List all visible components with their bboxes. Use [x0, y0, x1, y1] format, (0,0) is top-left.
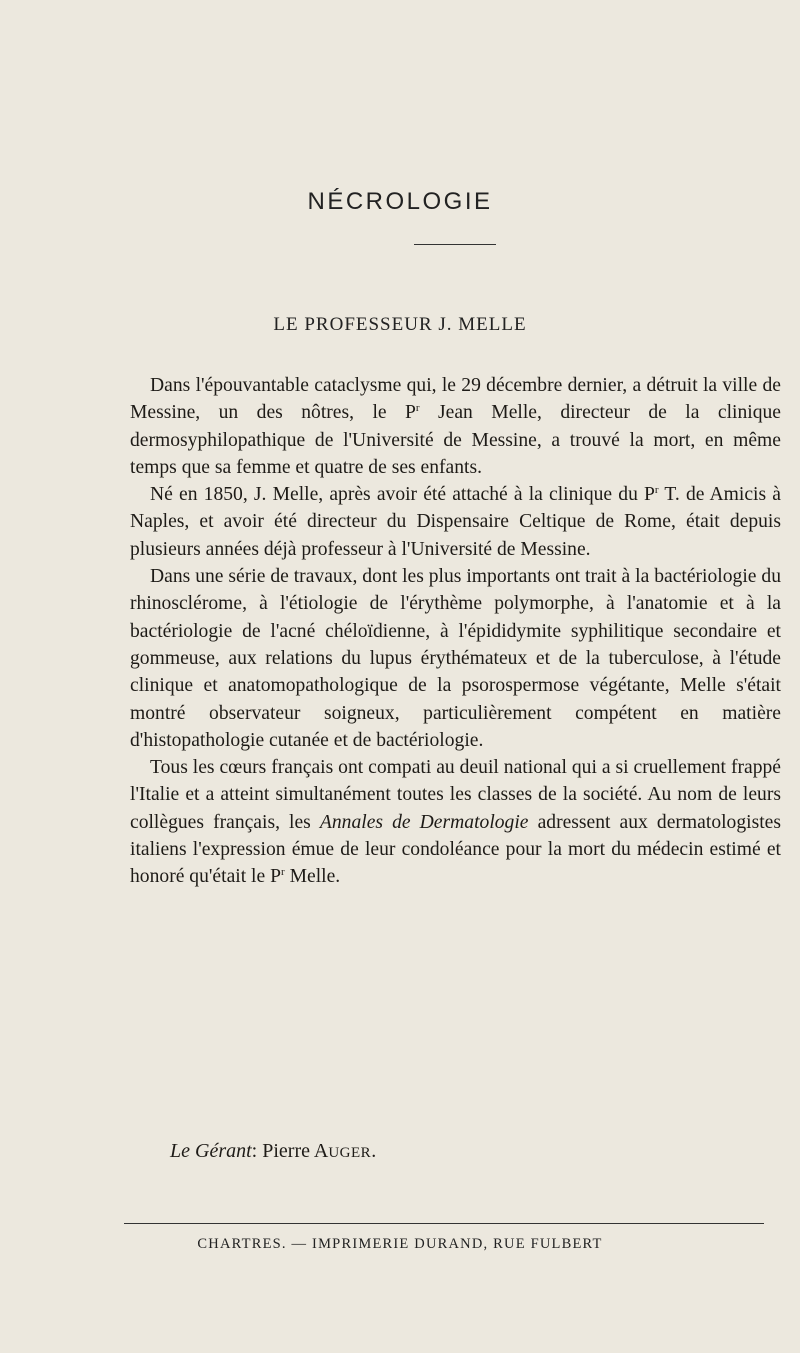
paragraph-4-text-c: Melle.	[284, 866, 341, 888]
paragraph-1-text-b: Jean Melle, directeur de la clinique dermosyphilopathique de l'Université de Messine, a trouvé la mort, en même temps que sa femme et quatre de ses enfants.	[130, 402, 781, 478]
paragraph-4	[130, 754, 781, 890]
paragraph-4-text-b: adressent aux dermatologistes italiens l'expression émue de leur condoléance pour la mort du médecin estimé et honoré qu'était le P	[130, 811, 781, 888]
paragraph-1-text-a: Dans l'épouvantable cataclysme qui, le 29 décembre dernier, a détruit la ville de Messine, un des nôtres, le P	[130, 375, 781, 424]
superscript: r	[654, 484, 659, 497]
signature-role: Le Gérant	[170, 1140, 252, 1162]
printer-imprint: CHARTRES. — IMPRIMERIE DURAND, RUE FULBERT	[197, 1236, 603, 1252]
title-divider	[414, 244, 496, 245]
signature-surname-initial: A	[313, 1140, 329, 1162]
journal-title: Annales de Dermatologie	[319, 811, 529, 833]
signature-separator: :	[251, 1140, 263, 1162]
paragraph-2	[130, 481, 781, 563]
superscript: r	[281, 866, 285, 879]
signature-period: .	[371, 1140, 377, 1162]
signature-first-name: Pierre	[262, 1140, 314, 1162]
section-title: NÉCROLOGIE	[307, 188, 493, 215]
footer-divider	[124, 1223, 764, 1224]
paragraph-2-text-b: T. de Amicis à Naples, et avoir été directeur du Dispensaire Celtique de Rome, était depuis plusieurs années déjà professeur à l'Université de Messine.	[130, 484, 781, 560]
superscript: r	[415, 402, 420, 415]
paragraph-2-text-a: Né en 1850, J. Melle, après avoir été attaché à la clinique du P	[150, 484, 655, 506]
article-title: LE PROFESSEUR J. MELLE	[273, 314, 527, 335]
signature	[170, 1140, 376, 1163]
paragraph-1	[130, 372, 781, 481]
signature-surname-rest: UGER	[328, 1145, 372, 1161]
obituary-body	[130, 372, 781, 891]
paragraph-4-text-a: Tous les cœurs français ont compati au deuil national qui a si cruellement frappé l'Italie et a atteint simultanément toutes les classes de la société. Au nom de leurs collègues français, les	[130, 757, 781, 833]
paragraph-3: Dans une série de travaux, dont les plus importants ont trait à la bactériologie du rhinosclérome, à l'étiologie de l'érythème polymorphe, à l'anatomie et à la bactériologie de l'acné chéloïdienne, à l'épididymite syphilitique secondaire et gommeuse, aux relations du lupus érythémateux et de la tuberculose, à l'étude clinique et anatomopathologique de la psorospermose végétante, Melle s'était montré observateur soigneux, particulièrement compétent en matière d'histopathologie cutanée et de bactériologie.	[130, 566, 781, 751]
